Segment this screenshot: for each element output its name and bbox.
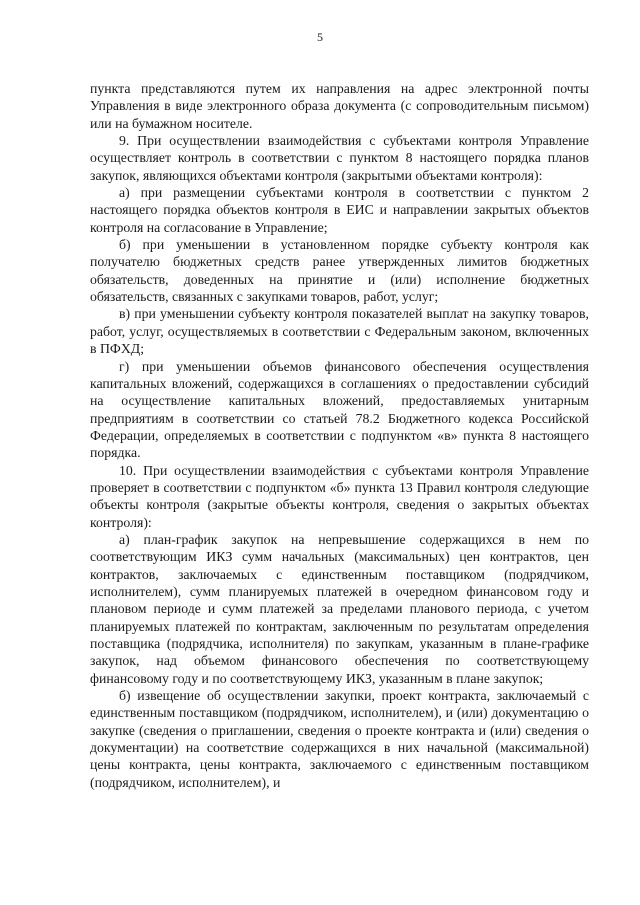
document-body xyxy=(90,80,589,791)
paragraph-item-10b: б) извещение об осуществлении закупки, проект контракта, заключаемый с единственным поставщиком (подрядчиком, исполнителем), и (или) документацию о закупке (сведения о приглашении, сведения о проекте контракта и (или) сведения о документации) на соответствие содержащихся в них начальной (максимальной) цены контракта, цены контракта, заключаемого с единственным поставщиком (подрядчиком, исполнителем), и xyxy=(90,688,589,790)
paragraph-item-9v: в) при уменьшении субъекту контроля показателей выплат на закупку товаров, работ, услуг, осуществляемых в соответствии с Федеральным законом, включенных в ПФХД; xyxy=(90,306,589,357)
page-number: 5 xyxy=(317,30,323,44)
paragraph-continuation: пункта представляются путем их направления на адрес электронной почты Управления в виде электронного образа документа (с сопроводительным письмом) или на бумажном носителе. xyxy=(90,81,589,131)
paragraph-item-9: 9. При осуществлении взаимодействия с субъектами контроля Управление осуществляет контроль в соответствии с пунктом 8 настоящего порядка планов закупок, являющихся объектами контроля (закрытыми объектами контроля): xyxy=(90,133,589,183)
paragraph-item-9b: б) при уменьшении в установленном порядке субъекту контроля как получателю бюджетных средств ранее утвержденных лимитов бюджетных обязательств, доведенных на принятие и (или) исполнение бюджетных обязательств, связанных с закупками товаров, работ, услуг; xyxy=(90,237,589,305)
paragraph-item-10: 10. При осуществлении взаимодействия с субъектами контроля Управление проверяет в соответствии с подпунктом «б» пункта 13 Правил контроля следующие объекты контроля (закрытые объекты контроля, сведения о закрытых объектах контроля): xyxy=(90,462,589,530)
paragraph-item-9g: г) при уменьшении объемов финансового обеспечения осуществления капитальных вложений, содержащихся в соглашениях о предоставлении субсидий на осуществление капитальных вложений, предоставляемых унитарным предприятиям в соответствии со статьей 78.2 Бюджетного кодекса Российской Федерации, определяемых в соответствии с подпунктом «в» пункта 8 настоящего порядка. xyxy=(90,358,589,461)
paragraph-item-9a: а) при размещении субъектами контроля в соответствии с пунктом 2 настоящего порядка объектов контроля в ЕИС и направлении закрытых объектов контроля на согласование в Управление; xyxy=(90,185,589,235)
paragraph-item-10a: а) план-график закупок на непревышение содержащихся в нем по соответствующим ИКЗ сумм начальных (максимальных) цен контрактов, цен контрактов, заключаемых с единственным поставщиком (подрядчиком, исполнителем), сумм планируемых платежей в очередном финансовом году и плановом периоде и сумм платежей за пределами планового периода, с учетом планируемых платежей по контрактам, заключенным по результатам определения поставщика (подрядчика, исполнителя) по закупкам, указанным в плане-графике закупок, над объемом финансового обеспечения по соответствующему финансовому году и по соответствующему ИКЗ, указанным в плане закупок; xyxy=(90,531,589,686)
